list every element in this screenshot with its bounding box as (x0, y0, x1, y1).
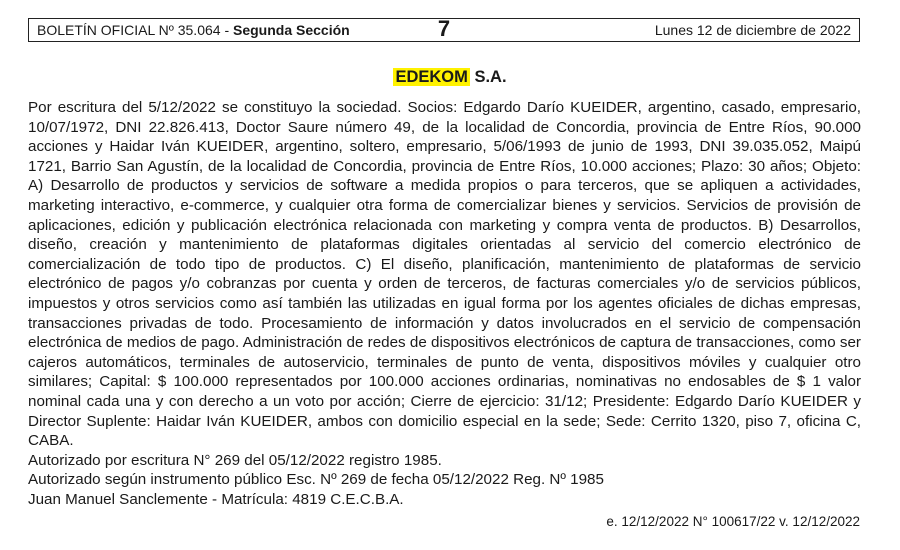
page-number: 7 (437, 16, 451, 41)
publication-reference: e. 12/12/2022 N° 100617/22 v. 12/12/2022 (606, 514, 860, 529)
authorization-line-2: Autorizado según instrumento público Esc. Nº 269 de fecha 05/12/2022 Reg. Nº 1985 (28, 471, 604, 489)
notice-paragraph: Por escritura del 5/12/2022 se constituyo la sociedad. Socios: Edgardo Darío KUEIDER, argentino, casado, empresario, 10/07/1972, DNI 22.826.413, Doctor Saure número 49, de la localidad de Concordia, provincia de Entre Ríos, 90.000 acciones y Haidar Iván KUEIDER, argentino, soltero, empresario, 5/06/1993 de junio de 1993, DNI 39.035.052, Maipú 1721, Barrio San Agustín, de la localidad de Concordia, provincia de Entre Ríos, 10.000 acciones; Plazo: 30 años; Objeto: A) Desarrollo de productos y servicios de software a medida propios o para terceros, que se apliquen a actividades, marketing interactivo, e-commerce, y cualquier otra forma de comercializar bienes y servicios. Servicios de provisión de aplicaciones, edición y publicación electrónica relacionada con marketing y compra venta de productos. B) Desarrollos, diseño, creación y mantenimiento de plataformas digitales orientadas al servicio del comercio electrónico de comercialización de todo tipo de productos. C) El diseño, planificación, mantenimiento de plataformas de servicio electrónico de pagos y/o cobranzas por cuenta y orden de terceros, de facturas comerciales y/o de servicios públicos, impuestos y otros servicios como así también las utilizadas en igual forma por los agentes oficiales de dichas empresas, transacciones privadas de todo. Procesamiento de información y datos involucrados en el servicio de compensación electrónica de medios de pago. Administración de redes de dispositivos electrónicos de captura de transacciones, como ser cajeros automáticos, terminales de autoservicio, terminales de punto de venta, dispositivos móviles y cualquier otro similares; Capital: $ 100.000 representados por 100.000 acciones ordinarias, nominativas no endosables de $ 1 valor nominal cada una y con derecho a un voto por acción; Cierre de ejercicio: 31/12; Presidente: Edgardo Darío KUEIDER y Director Suplente: Haidar Iván KUEIDER, ambos con domicilio especial en la sede; Sede: Cerrito 1320, piso 7, oficina C, CABA. (28, 99, 861, 450)
authorization-line-1: Autorizado por escritura N° 269 del 05/12/2022 registro 1985. (28, 451, 442, 469)
notice-body (28, 98, 861, 509)
publication-date: Lunes 12 de diciembre de 2022 (654, 22, 851, 38)
publication-label (37, 22, 350, 38)
company-name-highlight: EDEKOM (395, 68, 468, 86)
publication-number: BOLETÍN OFICIAL Nº 35.064 - (37, 22, 233, 38)
signatory-line: Juan Manuel Sanclemente - Matrícula: 4819 C.E.C.B.A. (28, 490, 404, 508)
page-header (28, 18, 860, 42)
notice-title (0, 68, 900, 87)
section-name: Segunda Sección (233, 22, 350, 38)
company-type: S.A. (469, 68, 507, 86)
